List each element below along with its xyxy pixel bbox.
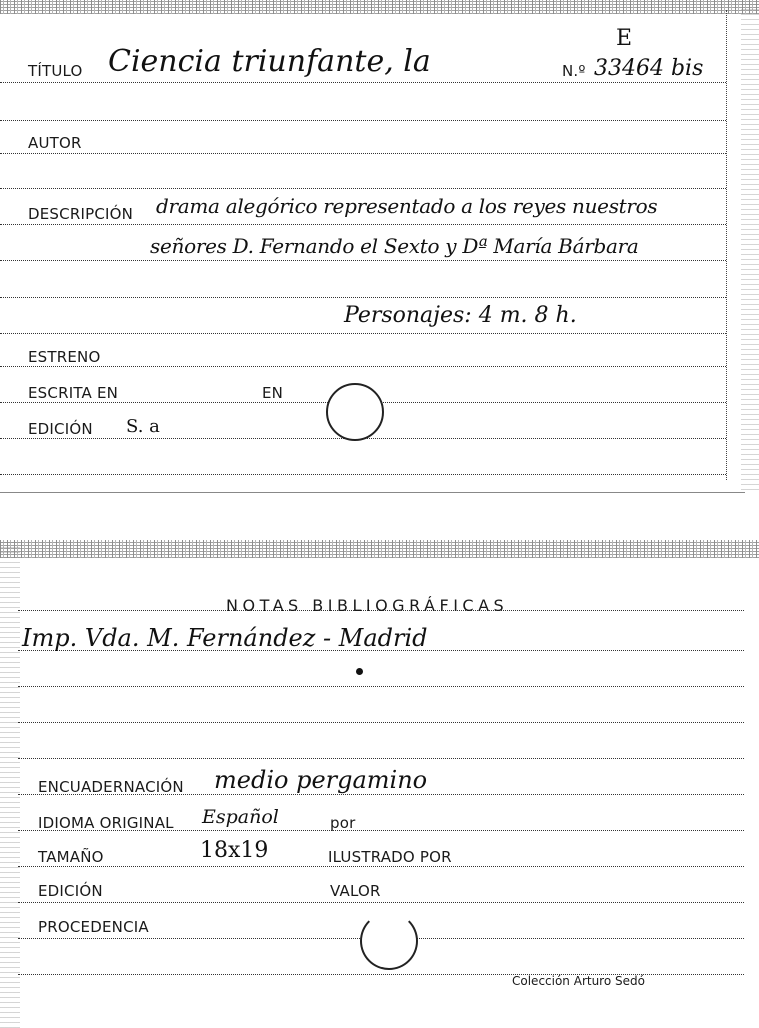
- ruled-line: [0, 153, 726, 154]
- encuadernacion-label: ENCUADERNACIÓN: [38, 778, 184, 796]
- punch-hole: [326, 383, 384, 441]
- ink-dot: [356, 668, 363, 675]
- catalog-card-back: [0, 540, 759, 1028]
- letter-mark: E: [616, 26, 633, 51]
- card-side-edge: [0, 540, 20, 1028]
- titulo-value: Ciencia triunfante, la: [108, 44, 431, 79]
- edicion-value: S. a: [126, 416, 160, 437]
- edicion-label: EDICIÓN: [38, 882, 103, 900]
- notas-bibliograficas-title: NOTAS BIBLIOGRÁFICAS: [226, 596, 509, 615]
- descripcion-line-1: drama alegórico representado a los reyes nuestros: [156, 194, 658, 218]
- tamano-value: 18x19: [200, 838, 269, 863]
- estreno-label: ESTRENO: [28, 348, 101, 366]
- ruled-line: [18, 686, 744, 687]
- idioma-original-value: Español: [202, 806, 279, 828]
- ruled-line: [18, 902, 744, 903]
- valor-label: VALOR: [330, 882, 381, 900]
- card-divider: [0, 492, 745, 493]
- collection-credit: Colección Arturo Sedó: [512, 974, 645, 988]
- card-side-edge: [741, 0, 759, 490]
- idioma-original-label: IDIOMA ORIGINAL: [38, 814, 174, 832]
- ilustrado-por-label: ILUSTRADO POR: [328, 848, 452, 866]
- descripcion-line-2: señores D. Fernando el Sexto y Dª María Bárbara: [150, 234, 639, 258]
- notas-value: Imp. Vda. M. Fernández - Madrid: [22, 624, 428, 652]
- personajes-note: Personajes: 4 m. 8 h.: [344, 303, 577, 328]
- ruled-line: [18, 758, 744, 759]
- en-label: EN: [262, 384, 284, 402]
- ruled-line: [0, 82, 726, 83]
- margin-line: [726, 10, 727, 480]
- torn-edge: [0, 540, 759, 558]
- ruled-line: [0, 224, 726, 225]
- catalog-card-front: [0, 0, 759, 490]
- descripcion-label: DESCRIPCIÓN: [28, 205, 134, 223]
- ruled-line: [0, 474, 726, 475]
- ruled-line: [0, 333, 726, 334]
- ruled-line: [18, 866, 744, 867]
- ruled-line: [0, 366, 726, 367]
- por-label: por: [330, 814, 356, 832]
- autor-label: AUTOR: [28, 134, 82, 152]
- edicion-label: EDICIÓN: [28, 420, 93, 438]
- encuadernacion-value: medio pergamino: [214, 766, 428, 794]
- tamano-label: TAMAÑO: [38, 848, 104, 866]
- punch-hole: [360, 912, 418, 970]
- procedencia-label: PROCEDENCIA: [38, 918, 149, 936]
- numero-label: N.º: [562, 62, 586, 80]
- ruled-line: [0, 297, 726, 298]
- escrita-en-label: ESCRITA EN: [28, 384, 119, 402]
- ruled-line: [0, 120, 726, 121]
- torn-edge: [0, 0, 759, 14]
- titulo-label: TÍTULO: [28, 62, 83, 80]
- ruled-line: [0, 260, 726, 261]
- numero-value: 33464 bis: [594, 56, 704, 81]
- ruled-line: [0, 188, 726, 189]
- ruled-line: [18, 722, 744, 723]
